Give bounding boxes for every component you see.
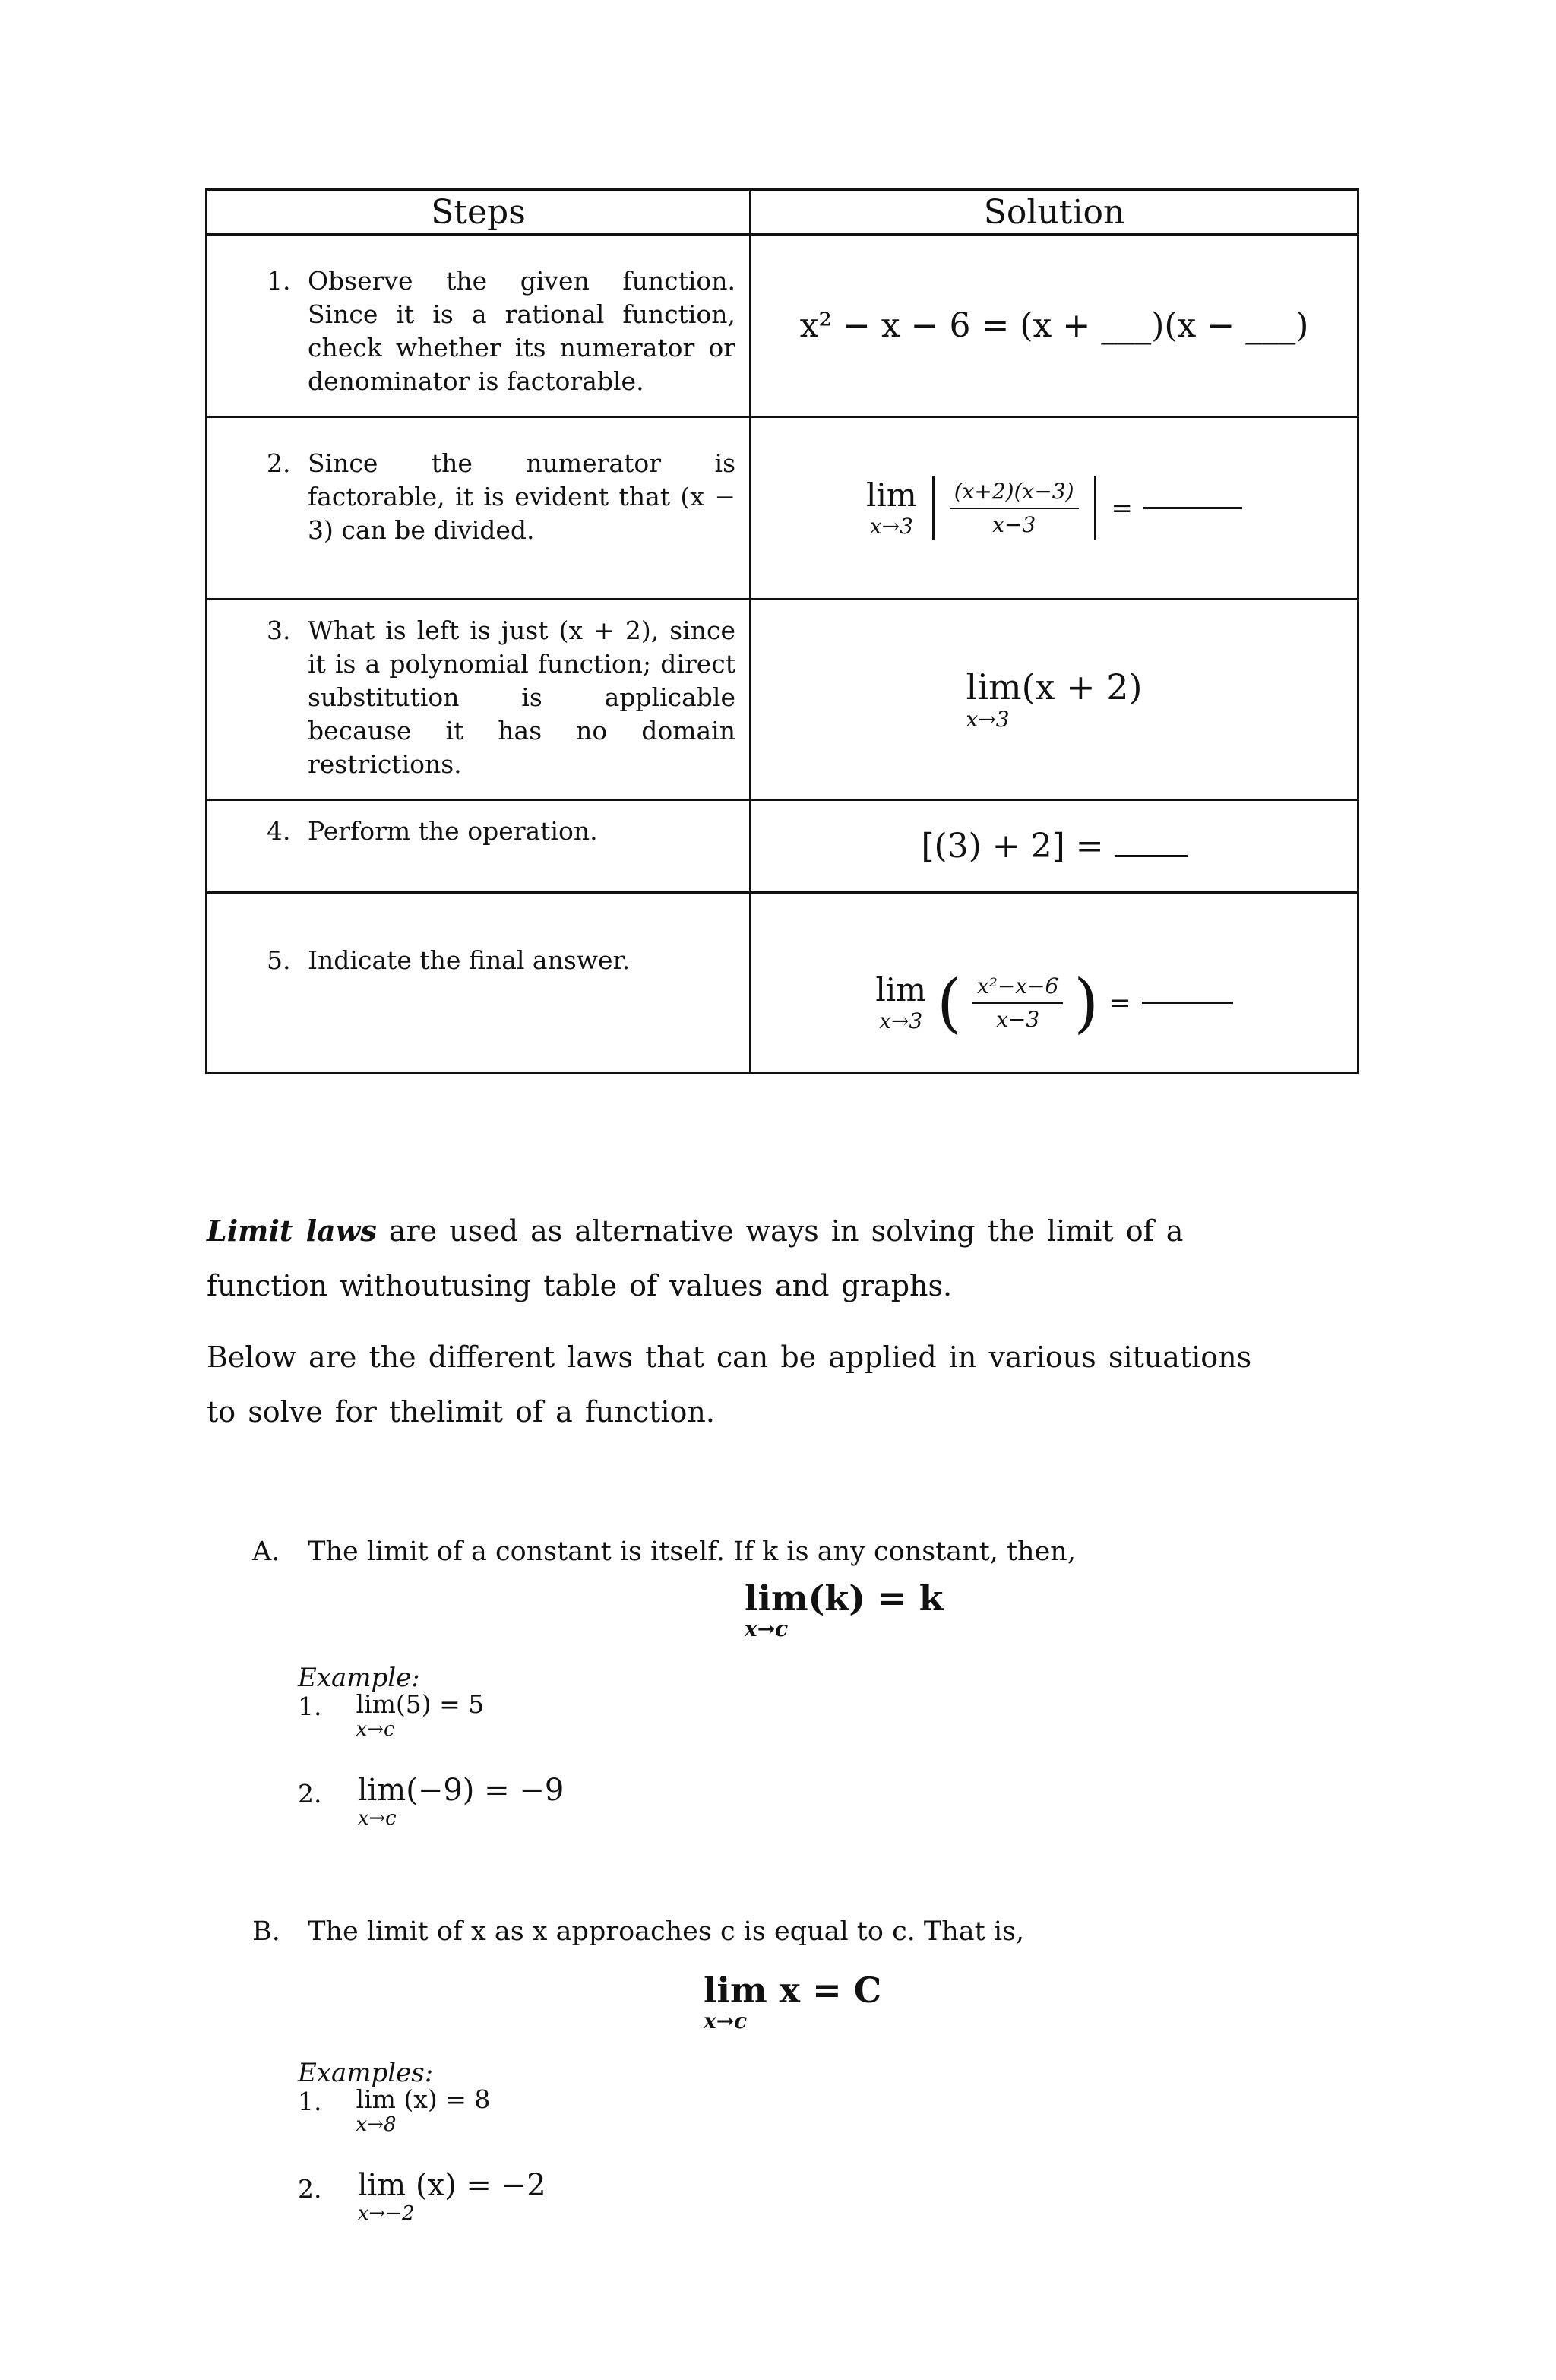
- table-row: [207, 800, 1358, 893]
- table-row: [207, 600, 1358, 800]
- fraction: [950, 479, 1079, 537]
- solution-header: Solution: [751, 190, 1358, 235]
- intro-text-1: are used as alternative ways in solving the limit of a function withoutusing table of values and graphs.: [207, 1214, 1184, 1302]
- law-a-label: A.: [252, 1537, 280, 1567]
- law-a-text: The limit of a constant is itself. If k is any constant, then,: [308, 1537, 1076, 1567]
- abs-bar-right: [1094, 476, 1096, 540]
- law-b-example-2: 2. lim (x) = −2 x→−2: [298, 2168, 546, 2225]
- step-cell: [207, 417, 751, 600]
- step-text: Indicate the final answer.: [308, 945, 631, 975]
- fraction-denominator: x−3: [972, 1002, 1064, 1033]
- table-header-row: [207, 190, 1358, 235]
- fraction: [972, 973, 1064, 1032]
- step-text: Since the numerator is factorable, it is evident that (x − 3) can be divided.: [308, 448, 735, 545]
- intro-paragraph-2: [207, 1330, 1286, 1439]
- fraction-numerator: (x+2)(x−3): [950, 479, 1079, 509]
- table-row: [207, 893, 1358, 1074]
- step-number: 3.: [267, 616, 291, 645]
- step-number: 5.: [267, 945, 291, 975]
- solution-cell: [751, 893, 1358, 1074]
- step-text: What is left is just (x + 2), since it is a polynomial function; direct substitution is applicable because it has no domain restrictions.: [308, 616, 735, 779]
- law-b-example-label: Examples:: [298, 2058, 434, 2088]
- step-cell: [207, 235, 751, 417]
- step-number: 2.: [267, 448, 291, 478]
- step-number: 4.: [267, 816, 291, 846]
- law-b-heading: [252, 1916, 1024, 1947]
- answer-blank: [1142, 1002, 1233, 1004]
- step-text: Perform the operation.: [308, 816, 598, 846]
- limit-operator: lim x→3: [875, 970, 927, 1033]
- abs-bar-left: [932, 476, 935, 540]
- equals-sign: =: [1109, 987, 1131, 1018]
- solution-cell: [751, 800, 1358, 893]
- solution-expression: [(3) + 2] =: [921, 827, 1104, 866]
- law-b-example-1: 1. lim (x) = 8 x→8: [298, 2084, 491, 2136]
- answer-blank: [1115, 855, 1188, 857]
- step-cell: [207, 893, 751, 1074]
- step-text: Observe the given function. Since it is a rational function, check whether its numerator or denominator is factorable.: [308, 266, 735, 396]
- table-row: [207, 417, 1358, 600]
- law-a-heading: [252, 1537, 1076, 1567]
- law-a-formula: lim(k) = k x→c: [745, 1578, 944, 1641]
- law-b-text: The limit of x as x approaches c is equal to c. That is,: [308, 1916, 1025, 1947]
- solution-cell: [751, 600, 1358, 800]
- law-a-example-2: 2. lim(−9) = −9 x→c: [298, 1773, 565, 1830]
- limit-expression: lim(x + 2) x→3: [966, 666, 1143, 732]
- law-b-label: B.: [252, 1916, 280, 1947]
- solution-cell: [751, 417, 1358, 600]
- intro-paragraph-1: [207, 1204, 1286, 1313]
- limit-laws-term: Limit laws: [207, 1214, 377, 1248]
- law-a-example-1: 1. lim(5) = 5 x→c: [298, 1689, 485, 1741]
- intro-text-2: Below are the different laws that can be applied in various situations to solve for thelimit of a function.: [207, 1340, 1252, 1429]
- fraction-denominator: x−3: [992, 511, 1036, 537]
- steps-solution-table: [205, 188, 1359, 1074]
- table-row: [207, 235, 1358, 417]
- step-cell: [207, 600, 751, 800]
- answer-blank: [1143, 507, 1242, 509]
- solution-cell: [751, 235, 1358, 417]
- steps-header: Steps: [207, 190, 751, 235]
- left-paren: (: [937, 965, 962, 1040]
- equals-sign: =: [1111, 492, 1134, 524]
- right-paren: ): [1074, 965, 1099, 1040]
- step-cell: [207, 800, 751, 893]
- limit-operator: lim x→3: [865, 476, 917, 539]
- law-a-example-label: Example:: [298, 1663, 420, 1693]
- step-number: 1.: [267, 266, 291, 296]
- solution-expression: x² − x − 6 = (x + ___)(x − ___): [799, 306, 1309, 345]
- fraction-numerator: x²−x−6: [976, 973, 1059, 999]
- law-b-formula: lim x = C x→c: [704, 1970, 882, 2033]
